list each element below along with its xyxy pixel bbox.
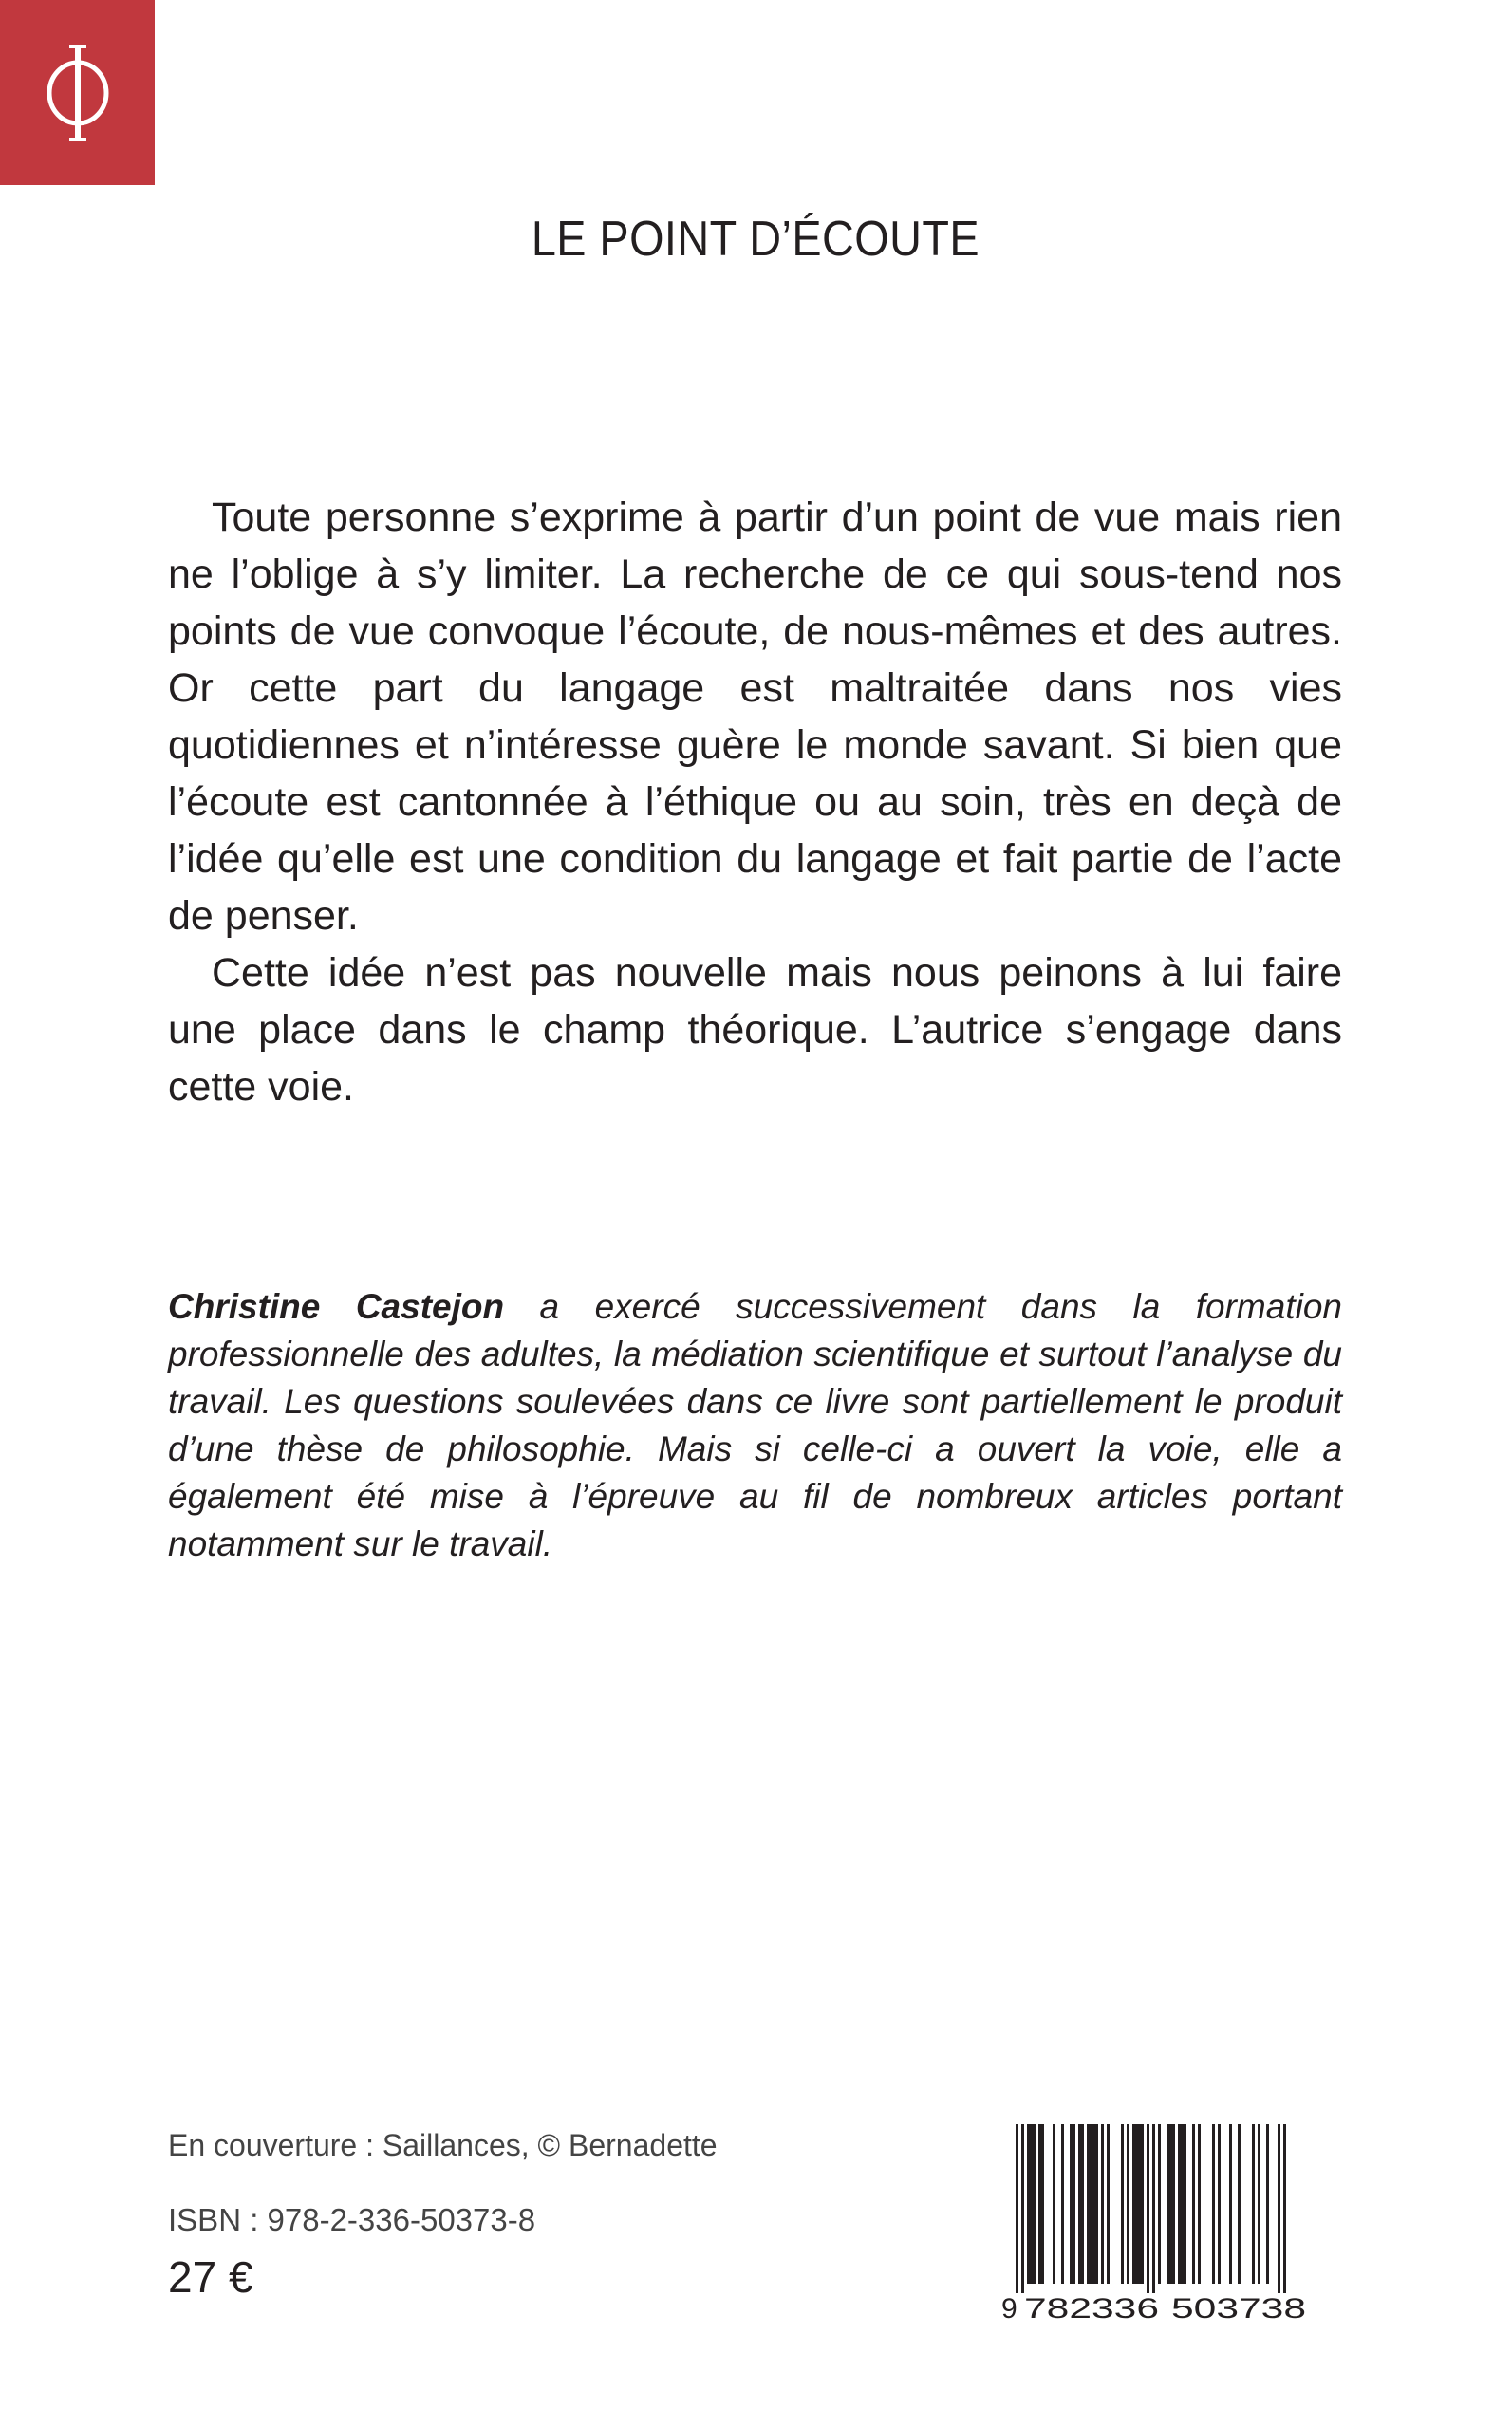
barcode-bar — [1181, 2124, 1184, 2284]
barcode-bar — [1192, 2124, 1195, 2284]
barcode-bar — [1101, 2124, 1104, 2284]
publisher-logo — [0, 0, 155, 185]
barcode-bar — [1073, 2124, 1075, 2284]
barcode-bar — [1266, 2124, 1269, 2284]
cover-credits: En couverture : Saillances, © Bernadette — [168, 2128, 718, 2162]
barcode-bar — [1252, 2124, 1255, 2284]
book-title: LE POINT D’ÉCOUTE — [531, 212, 980, 267]
barcode-bar — [1169, 2124, 1172, 2284]
barcode-bar — [1121, 2124, 1124, 2284]
barcode-bar — [1278, 2124, 1280, 2293]
barcode-bar — [1027, 2124, 1030, 2284]
barcode-icon — [997, 2124, 1343, 2324]
barcode-left-digits: 782336 — [1024, 2293, 1159, 2324]
barcode-bar — [1030, 2124, 1033, 2284]
barcode-bar — [1258, 2124, 1260, 2284]
barcode-bar — [1178, 2124, 1181, 2284]
barcode-bar — [1041, 2124, 1044, 2284]
barcode-bar — [1283, 2124, 1286, 2293]
barcode-bar — [1198, 2124, 1201, 2284]
barcode-bar — [1152, 2124, 1155, 2293]
barcode-bar — [1033, 2124, 1036, 2284]
phi-logo-icon — [40, 41, 116, 145]
barcode-bar — [1184, 2124, 1186, 2284]
barcode-bar — [1095, 2124, 1098, 2284]
blurb-paragraph-2: Cette idée n’est pas nouvelle mais nous peinons à lui faire une place dans le champ théorique. L’autrice s’engage dans cette voie. — [168, 950, 1342, 1110]
barcode-bar — [1212, 2124, 1215, 2284]
author-name: Christine Castejon — [168, 1287, 505, 1326]
barcode-bar — [1087, 2124, 1090, 2284]
barcode-bar — [1078, 2124, 1081, 2284]
barcode-bar — [1081, 2124, 1084, 2284]
barcode-bar — [1138, 2124, 1141, 2284]
barcode-bar — [1135, 2124, 1138, 2284]
barcode-bar — [1061, 2124, 1064, 2284]
barcode-bar — [1092, 2124, 1095, 2284]
barcode-bar — [1172, 2124, 1175, 2284]
barcode-bar — [1090, 2124, 1092, 2284]
barcode-bar — [1229, 2124, 1232, 2284]
blurb-paragraph-1: Toute personne s’exprime à partir d’un point de vue mais rien ne l’oblige à s’y limiter. La recherche de ce qui sous-tend nos points de vue convoque l’écoute, de nous-mêmes et des autres. Or cette part du langage est maltraitée dans nos vies quotidiennes et n’intéresse guère le monde savant. Si bien que l’écoute est cantonnée à l’éthique ou au soin, très en deçà de l’idée qu’elle est une condition du langage et fait partie de l’acte de penser. — [168, 495, 1342, 939]
isbn-number: ISBN : 978-2-336-50373-8 — [168, 2202, 536, 2237]
barcode-bar — [1218, 2124, 1221, 2284]
book-price: 27 € — [168, 2252, 253, 2302]
barcode-bar — [1070, 2124, 1073, 2284]
barcode-right-digits: 503738 — [1171, 2293, 1306, 2324]
barcode-bar — [1141, 2124, 1144, 2284]
barcode-bar — [1167, 2124, 1169, 2284]
author-bio — [168, 1283, 1342, 1568]
barcode-leading-digit: 9 — [1001, 2293, 1017, 2324]
barcode-bar — [1107, 2124, 1110, 2284]
barcode-bar — [1238, 2124, 1241, 2284]
barcode-bar — [1038, 2124, 1041, 2284]
barcode-bar — [1016, 2124, 1018, 2293]
barcode-bar — [1053, 2124, 1055, 2284]
barcode-bar — [1158, 2124, 1161, 2284]
author-bio-text: a exercé successivement dans la formation professionnelle des adultes, la médiation scientifique et surtout l’analyse du travail. Les questions soulevées dans ce livre sont partiellement le produit d’une thèse de philosophie. Mais si celle-ci a ouvert la voie, elle a également été mise à l’épreuve au fil de nombreux articles portant notamment sur le travail. — [168, 1287, 1342, 1563]
barcode-bar — [1132, 2124, 1135, 2284]
barcode-bar — [1127, 2124, 1129, 2284]
barcode-bar — [1021, 2124, 1024, 2293]
book-blurb — [168, 489, 1342, 1115]
barcode-bar — [1147, 2124, 1149, 2293]
